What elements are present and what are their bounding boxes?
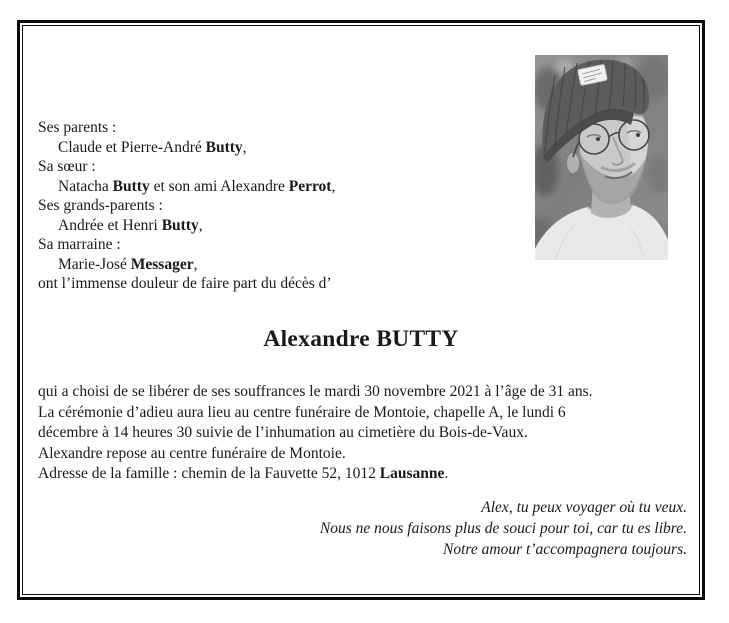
details-city-bold: Lausanne (379, 465, 445, 482)
family-name-bold: Butty (112, 177, 150, 195)
family-text: Natacha (58, 177, 113, 195)
family-text: Ses parents : (38, 119, 117, 136)
family-text: Claude et Pierre-André (58, 138, 206, 156)
family-line (38, 235, 335, 255)
details-line (38, 444, 593, 465)
epitaph-line: Notre amour t’accompagnera toujours. (443, 541, 687, 558)
details-block (38, 382, 593, 485)
family-text: ont l’immense douleur de faire part du décès d’ (38, 275, 332, 292)
details-line (38, 464, 593, 485)
family-text: , (193, 255, 198, 273)
deceased-name: Alexandre BUTTY (263, 326, 459, 352)
family-block (38, 118, 335, 294)
portrait-photo (535, 55, 668, 260)
family-text: , (198, 216, 203, 234)
family-line (38, 196, 335, 216)
family-text: Sa marraine : (38, 236, 121, 253)
family-line (38, 255, 335, 275)
epitaph-line: Alex, tu peux voyager où tu veux. (481, 499, 687, 516)
details-text: qui a choisi de se libérer de ses souffrances le mardi 30 novembre 2021 à l’âge de 31 ans. (38, 383, 593, 400)
notice-frame (17, 20, 705, 600)
family-name-bold: Perrot (288, 177, 332, 195)
details-line (38, 423, 593, 444)
family-name-bold: Messager (130, 255, 194, 273)
details-line (38, 382, 593, 403)
details-text: . (444, 465, 449, 482)
epitaph-line: Nous ne nous faisons plus de souci pour toi, car tu es libre. (319, 520, 687, 537)
family-line (38, 118, 335, 138)
details-line (38, 403, 593, 424)
epitaph-block (320, 497, 687, 560)
notice-frame-inner (22, 25, 700, 595)
family-text: et son ami Alexandre (149, 177, 289, 195)
family-text: Sa sœur : (38, 158, 96, 175)
family-text: , (242, 138, 247, 156)
details-text: La cérémonie d’adieu aura lieu au centre funéraire de Montoie, chapelle A, le lundi 6 (38, 403, 566, 421)
family-name-bold: Butty (161, 216, 199, 234)
family-line (38, 216, 335, 236)
family-line (38, 157, 335, 177)
family-text: Marie-José (58, 255, 131, 273)
family-name-bold: Butty (205, 138, 243, 156)
family-line (38, 138, 335, 158)
family-line (38, 274, 335, 294)
family-text: , (331, 177, 336, 195)
details-text: Alexandre repose au centre funéraire de Montoie. (38, 444, 346, 462)
details-text: décembre à 14 heures 30 suivie de l’inhumation au cimetière du Bois-de-Vaux. (38, 424, 528, 441)
details-text: Adresse de la famille : chemin de la Fauvette 52, 1012 (38, 465, 380, 482)
family-text: Andrée et Henri (58, 216, 162, 234)
family-text: Ses grands-parents : (38, 197, 163, 214)
family-line (38, 177, 335, 197)
